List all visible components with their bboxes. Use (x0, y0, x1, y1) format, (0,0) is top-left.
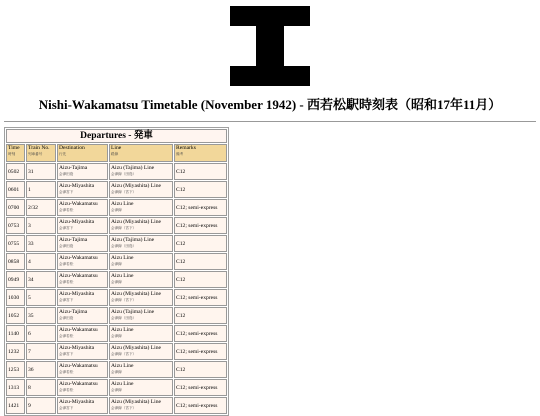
column-header-label: Train No. (28, 145, 50, 151)
remarks-cell-text: C12 (176, 186, 186, 193)
destination-cell (57, 235, 108, 252)
table-row (6, 235, 227, 252)
time-cell-text: 0755 (8, 240, 20, 247)
table-row (6, 361, 227, 378)
column-header-label: Destination (59, 145, 85, 151)
remarks-cell (174, 271, 227, 288)
destination-cell-text: Aizu-Wakamatsu (59, 327, 98, 334)
line-cell (109, 307, 173, 324)
remarks-cell-text: C12 (176, 366, 186, 373)
column-header-label-jp: 列車番号 (28, 151, 43, 156)
destination-cell-text-jp: 会津若松 (59, 334, 74, 339)
line-cell-text: Aizu Line (111, 273, 134, 280)
destination-cell (57, 217, 108, 234)
destination-cell-text-jp: 会津宮下 (59, 406, 74, 411)
time-cell-text: 0502 (8, 168, 20, 175)
remarks-cell (174, 235, 227, 252)
time-cell (6, 361, 25, 378)
train-number-cell (26, 307, 56, 324)
time-cell-text: 1253 (8, 366, 20, 373)
time-cell (6, 325, 25, 342)
line-cell-text-jp: 会津線（宮下） (111, 406, 137, 411)
remarks-cell (174, 181, 227, 198)
destination-cell-text-jp: 会津若松 (59, 262, 74, 267)
train-number-cell (26, 325, 56, 342)
remarks-cell (174, 379, 227, 396)
train-number-cell (26, 253, 56, 270)
time-cell-text: 0949 (8, 276, 20, 283)
line-cell-text: Aizu (Miyashita) Line (111, 219, 162, 226)
line-cell-text-jp: 会津線（田島） (111, 316, 137, 321)
column-header-label: Time (8, 145, 20, 151)
remarks-cell (174, 289, 227, 306)
time-cell-text: 0700 (8, 204, 20, 211)
train-number-cell-text: 3 (28, 222, 31, 229)
line-cell-text: Aizu Line (111, 255, 134, 262)
line-cell (109, 397, 173, 414)
destination-cell-text: Aizu-Miyashita (59, 291, 95, 298)
destination-cell-text: Aizu-Tajima (59, 165, 88, 172)
destination-cell (57, 181, 108, 198)
train-number-cell (26, 361, 56, 378)
time-cell-text: 0601 (8, 186, 20, 193)
destination-cell (57, 199, 108, 216)
line-cell-text: Aizu Line (111, 201, 134, 208)
table-row (6, 289, 227, 306)
line-cell-text: Aizu (Miyashita) Line (111, 291, 162, 298)
table-row (6, 271, 227, 288)
column-header-label-jp: 路線 (111, 151, 119, 156)
table-row (6, 325, 227, 342)
table-row (6, 379, 227, 396)
train-number-cell (26, 163, 56, 180)
destination-cell (57, 343, 108, 360)
remarks-cell (174, 163, 227, 180)
line-cell-text: Aizu Line (111, 327, 134, 334)
line-cell-text: Aizu (Miyashita) Line (111, 183, 162, 190)
remarks-cell (174, 361, 227, 378)
line-cell-text: Aizu (Miyashita) Line (111, 399, 162, 406)
time-cell (6, 217, 25, 234)
remarks-cell-text: C12 (176, 168, 186, 175)
remarks-cell (174, 307, 227, 324)
remarks-cell (174, 343, 227, 360)
time-cell-text: 1421 (8, 402, 20, 409)
column-header-label-jp: 時刻 (8, 151, 16, 156)
destination-cell (57, 289, 108, 306)
line-cell-text-jp: 会津線 (111, 370, 122, 375)
train-number-cell-text: 5 (28, 294, 31, 301)
remarks-cell-text: C12 (176, 312, 186, 319)
time-cell (6, 289, 25, 306)
remarks-cell (174, 253, 227, 270)
column-header-label-jp: 行先 (59, 151, 67, 156)
remarks-cell-text: C12; semi-express (176, 330, 218, 337)
line-cell-text: Aizu (Miyashita) Line (111, 345, 162, 352)
train-number-cell-text: 6 (28, 330, 31, 337)
destination-cell-text-jp: 会津宮下 (59, 298, 74, 303)
time-cell (6, 397, 25, 414)
time-cell-text: 0858 (8, 258, 20, 265)
destination-cell-text-jp: 会津若松 (59, 208, 74, 213)
remarks-cell (174, 325, 227, 342)
remarks-cell-text: C12; semi-express (176, 222, 218, 229)
line-cell-text-jp: 会津線（宮下） (111, 352, 137, 357)
remarks-cell (174, 397, 227, 414)
line-cell-text: Aizu (Tajima) Line (111, 165, 155, 172)
destination-cell-text-jp: 会津若松 (59, 280, 74, 285)
remarks-cell-text: C12 (176, 240, 186, 247)
train-number-cell (26, 379, 56, 396)
column-header (174, 144, 227, 162)
destination-cell-text-jp: 会津若松 (59, 370, 74, 375)
departures-table (4, 127, 229, 416)
time-cell (6, 235, 25, 252)
line-cell-text-jp: 会津線 (111, 208, 122, 213)
station-emblem-icon (230, 6, 310, 86)
train-number-cell-text: 2/32 (28, 204, 38, 211)
line-cell (109, 181, 173, 198)
destination-cell-text: Aizu-Tajima (59, 237, 88, 244)
destination-cell-text: Aizu-Wakamatsu (59, 273, 98, 280)
destination-cell-text-jp: 会津若松 (59, 388, 74, 393)
time-cell-text: 1232 (8, 348, 20, 355)
destination-cell (57, 397, 108, 414)
destination-cell-text-jp: 会津宮下 (59, 352, 74, 357)
time-cell-text: 1030 (8, 294, 20, 301)
destination-cell-text-jp: 会津田島 (59, 244, 74, 249)
destination-cell (57, 325, 108, 342)
destination-cell-text-jp: 会津田島 (59, 316, 74, 321)
destination-cell-text-jp: 会津宮下 (59, 226, 74, 231)
destination-cell-text-jp: 会津田島 (59, 172, 74, 177)
time-cell-text: 0753 (8, 222, 20, 229)
train-number-cell-text: 33 (28, 240, 34, 247)
train-number-cell (26, 235, 56, 252)
remarks-cell-text: C12 (176, 258, 186, 265)
line-cell-text: Aizu (Tajima) Line (111, 309, 155, 316)
line-cell-text-jp: 会津線（田島） (111, 172, 137, 177)
destination-cell-text: Aizu-Wakamatsu (59, 363, 98, 370)
destination-cell (57, 271, 108, 288)
time-cell (6, 163, 25, 180)
table-row (6, 253, 227, 270)
column-header (57, 144, 108, 162)
line-cell (109, 289, 173, 306)
train-number-cell-text: 7 (28, 348, 31, 355)
train-number-cell (26, 397, 56, 414)
line-cell-text-jp: 会津線 (111, 334, 122, 339)
train-number-cell (26, 199, 56, 216)
column-header-label-jp: 備考 (176, 151, 184, 156)
destination-cell-text: Aizu-Tajima (59, 309, 88, 316)
destination-cell (57, 307, 108, 324)
train-number-cell-text: 1 (28, 186, 31, 193)
train-number-cell-text: 35 (28, 312, 34, 319)
line-cell-text-jp: 会津線（宮下） (111, 190, 137, 195)
train-number-cell (26, 343, 56, 360)
table-caption: Departures - 発車 (6, 129, 227, 143)
page-title: Nishi-Wakamatsu Timetable (November 1942) - 西若松駅時刻表（昭和17年11月） (38, 97, 502, 112)
line-cell (109, 271, 173, 288)
table-row (6, 181, 227, 198)
time-cell (6, 379, 25, 396)
time-cell (6, 181, 25, 198)
time-cell (6, 343, 25, 360)
line-cell-text: Aizu Line (111, 363, 134, 370)
remarks-cell-text: C12 (176, 276, 186, 283)
train-number-cell (26, 217, 56, 234)
remarks-cell (174, 217, 227, 234)
line-cell (109, 361, 173, 378)
line-cell-text-jp: 会津線（田島） (111, 244, 137, 249)
line-cell-text-jp: 会津線（宮下） (111, 226, 137, 231)
column-header-label: Line (111, 145, 122, 151)
destination-cell-text: Aizu-Miyashita (59, 219, 95, 226)
line-cell (109, 253, 173, 270)
line-cell-text-jp: 会津線 (111, 388, 122, 393)
line-cell-text: Aizu (Tajima) Line (111, 237, 155, 244)
divider (4, 121, 536, 122)
time-cell-text: 1140 (8, 330, 19, 337)
line-cell-text-jp: 会津線 (111, 280, 122, 285)
remarks-cell-text: C12; semi-express (176, 294, 218, 301)
table-row (6, 307, 227, 324)
column-header (109, 144, 173, 162)
line-cell (109, 343, 173, 360)
time-cell (6, 271, 25, 288)
remarks-cell (174, 199, 227, 216)
train-number-cell (26, 271, 56, 288)
train-number-cell-text: 31 (28, 168, 34, 175)
destination-cell (57, 163, 108, 180)
line-cell-text-jp: 会津線 (111, 262, 122, 267)
remarks-cell-text: C12; semi-express (176, 402, 218, 409)
table-row (6, 217, 227, 234)
station-logo (230, 6, 310, 86)
line-cell-text-jp: 会津線（宮下） (111, 298, 137, 303)
table-header-row (6, 144, 227, 162)
destination-cell (57, 379, 108, 396)
line-cell (109, 217, 173, 234)
time-cell-text: 1313 (8, 384, 20, 391)
destination-cell-text: Aizu-Miyashita (59, 345, 95, 352)
column-header (26, 144, 56, 162)
remarks-cell-text: C12; semi-express (176, 384, 218, 391)
table-row (6, 343, 227, 360)
table-row (6, 397, 227, 414)
destination-cell-text: Aizu-Miyashita (59, 399, 95, 406)
line-cell (109, 199, 173, 216)
destination-cell-text: Aizu-Wakamatsu (59, 201, 98, 208)
column-header-label: Remarks (176, 145, 196, 151)
column-header (6, 144, 25, 162)
time-cell (6, 199, 25, 216)
time-cell (6, 307, 25, 324)
destination-cell (57, 253, 108, 270)
destination-cell-text: Aizu-Wakamatsu (59, 381, 98, 388)
destination-cell-text-jp: 会津宮下 (59, 190, 74, 195)
time-cell-text: 1052 (8, 312, 20, 319)
train-number-cell (26, 181, 56, 198)
line-cell (109, 379, 173, 396)
train-number-cell-text: 34 (28, 276, 34, 283)
time-cell (6, 253, 25, 270)
line-cell (109, 325, 173, 342)
train-number-cell (26, 289, 56, 306)
destination-cell (57, 361, 108, 378)
remarks-cell-text: C12; semi-express (176, 348, 218, 355)
remarks-cell-text: C12; semi-express (176, 204, 218, 211)
line-cell (109, 235, 173, 252)
train-number-cell-text: 4 (28, 258, 31, 265)
line-cell-text: Aizu Line (111, 381, 134, 388)
table-row (6, 163, 227, 180)
destination-cell-text: Aizu-Miyashita (59, 183, 95, 190)
destination-cell-text: Aizu-Wakamatsu (59, 255, 98, 262)
table-row (6, 199, 227, 216)
train-number-cell-text: 36 (28, 366, 34, 373)
train-number-cell-text: 9 (28, 402, 31, 409)
train-number-cell-text: 8 (28, 384, 31, 391)
table-body (6, 163, 227, 414)
line-cell (109, 163, 173, 180)
